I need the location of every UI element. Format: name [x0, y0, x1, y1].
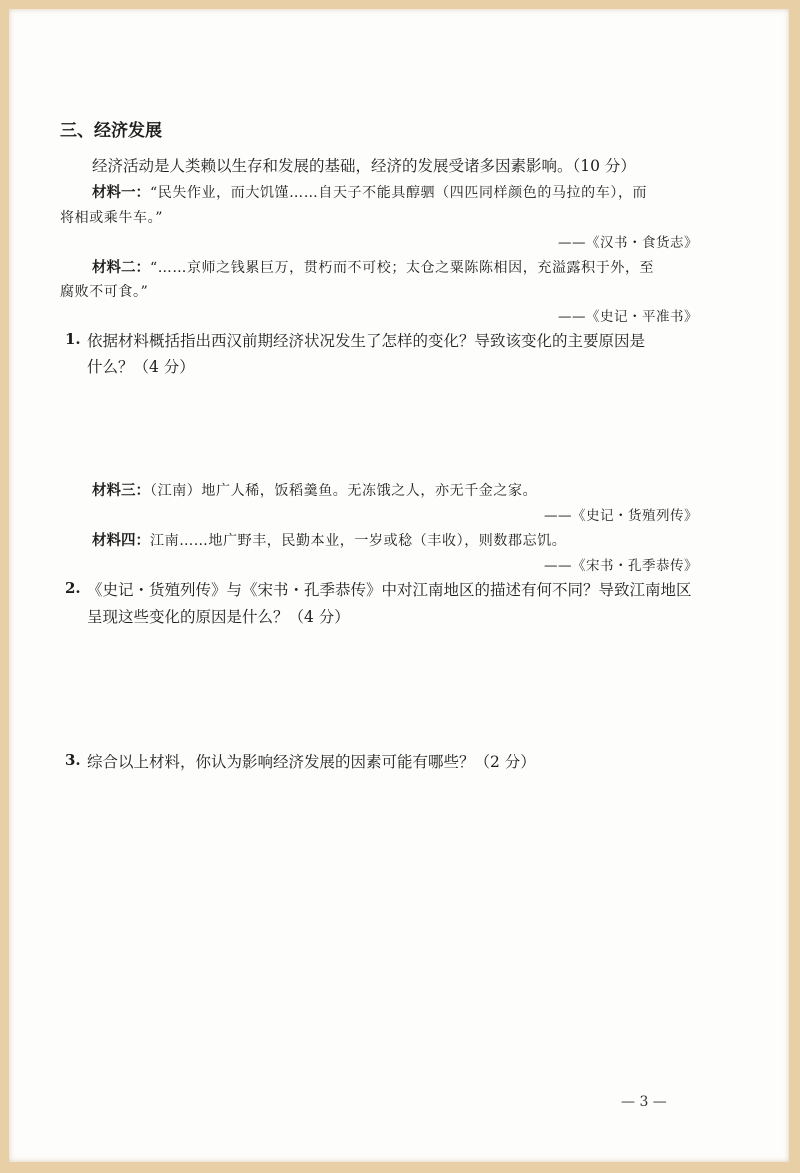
- material-2-text: “……京师之钱累巨万，贯朽而不可校；太仓之粟陈陈相因，充溢露积于外，至: [150, 260, 655, 276]
- material-2-label: 材料二：: [92, 260, 150, 276]
- question-3-line-1: 综合以上材料，你认为影响经济发展的因素可能有哪些？（2 分）: [87, 753, 536, 771]
- material-3-source: ——《史记・货殖列传》: [544, 508, 698, 524]
- material-1-label: 材料一：: [92, 185, 150, 201]
- material-1-text: “民失作业，而大饥馑……自天子不能具醇驷（四匹同样颜色的马拉的车），而: [150, 185, 648, 201]
- question-3-number: 3.: [65, 751, 81, 769]
- material-2-line-2: 腐败不可食。”: [60, 284, 149, 300]
- section-title: 三、经济发展: [60, 121, 162, 141]
- material-4-label: 材料四：: [92, 533, 150, 549]
- material-2-line-1: [92, 256, 654, 277]
- material-4-line: [92, 529, 566, 550]
- page-number: — 3 —: [621, 1094, 667, 1110]
- material-1-line-1: [92, 181, 647, 202]
- material-3-text: （江南）地广人稀，饭稻羹鱼。无冻饿之人，亦无千金之家。: [150, 483, 538, 499]
- question-2-number: 2.: [65, 579, 81, 597]
- material-2-source: ——《史记・平准书》: [558, 309, 698, 325]
- section-intro: 经济活动是人类赖以生存和发展的基础，经济的发展受诸多因素影响。（10 分）: [92, 157, 636, 175]
- question-1-line-2: 什么？（4 分）: [87, 358, 195, 376]
- material-3-label: 材料三：: [92, 483, 150, 499]
- question-2-answer-area[interactable]: [87, 631, 707, 741]
- material-3-line: [92, 479, 537, 500]
- material-4-source: ——《宋书・孔季恭传》: [544, 558, 698, 574]
- exam-page: [9, 9, 789, 1162]
- question-1-answer-area[interactable]: [87, 381, 707, 471]
- question-1-line-1: 依据材料概括指出西汉前期经济状况发生了怎样的变化？导致该变化的主要原因是: [87, 332, 646, 350]
- material-1-source: ——《汉书・食货志》: [558, 235, 698, 251]
- question-2-line-2: 呈现这些变化的原因是什么？（4 分）: [87, 608, 350, 626]
- question-3-answer-area[interactable]: [87, 779, 707, 1079]
- question-1-number: 1.: [65, 330, 81, 348]
- material-4-text: 江南……地广野丰，民勤本业，一岁或稔（丰收），则数郡忘饥。: [150, 533, 567, 549]
- question-2-line-1: 《史记・货殖列传》与《宋书・孔季恭传》中对江南地区的描述有何不同？导致江南地区: [87, 581, 692, 599]
- material-1-line-2: 将相或乘牛车。”: [60, 210, 163, 226]
